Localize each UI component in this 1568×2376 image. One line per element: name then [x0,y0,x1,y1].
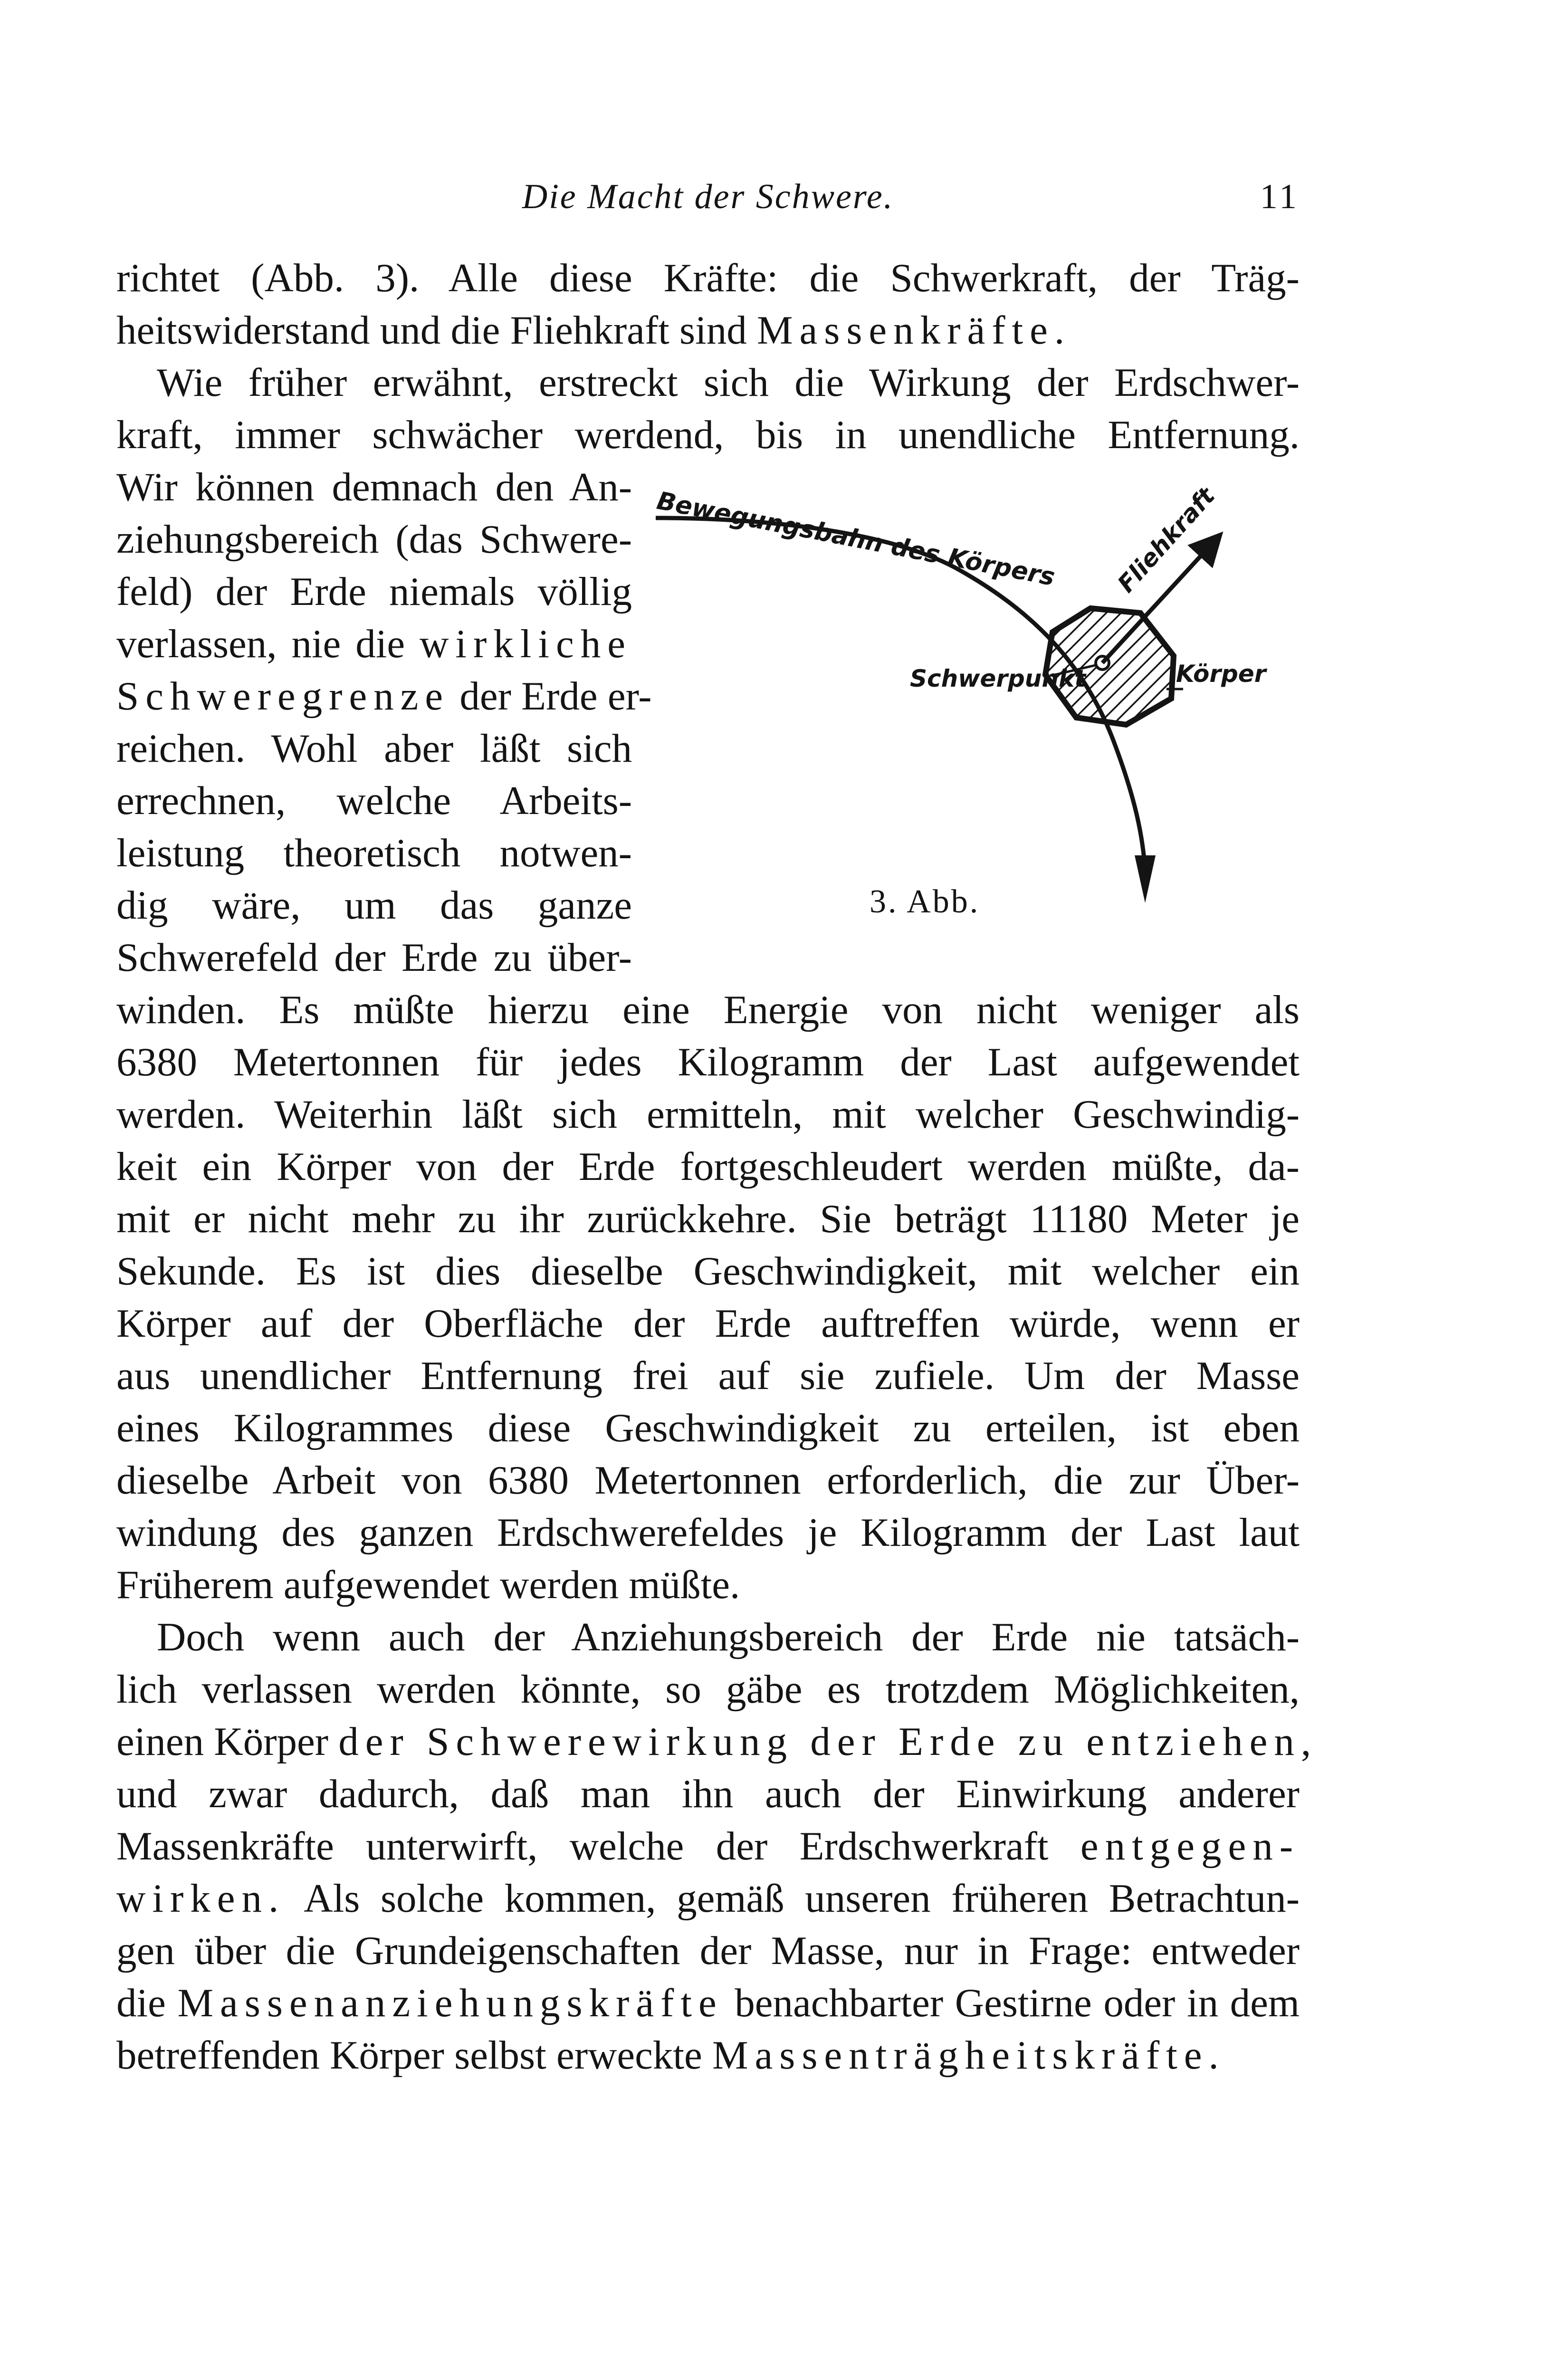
text-span: Massenkräfte unterwirft, welche der Erdschwerkraft [116,1824,1080,1868]
spaced-term: entgegen- [1080,1824,1300,1868]
text-line: eines Kilogrammes diese Geschwindigkeit zu erteilen, ist eben [116,1406,1300,1450]
figure-3-diagram [646,466,1311,941]
centrifugal-force-label: Fliehkraft [1112,482,1221,598]
text-line: Körper auf der Oberfläche der Erde auftreffen würde, wenn er [116,1301,1300,1346]
text-line: Wir können demnach den An- [116,465,632,509]
center-of-mass-label: Schwerpunkt [910,665,1086,692]
figure-3 [646,466,1311,941]
text-span: der Erde er- [449,674,652,719]
text-line: reichen. Wohl aber läßt sich [116,726,632,771]
figure-caption: 3. Abb. [870,883,980,920]
text-span: benachbarter Gestirne oder in dem [723,1981,1300,2025]
spaced-term: Massenanziehungskräfte [177,1981,723,2025]
text-span: heitswiderstand und die Fliehkraft sind [116,308,757,353]
trajectory-label: Bewegungsbahn des Körpers [654,486,1057,592]
page-header [116,177,1300,220]
text-line: keit ein Körper von der Erde fortgeschleudert werden müßte, da- [116,1144,1300,1189]
text-line [116,1715,1318,1768]
text-line: aus unendlicher Entfernung frei auf sie zufiele. Um der Masse [116,1353,1300,1398]
text-span: Als solche kommen, gemäß unseren früheren Betrachtun- [285,1876,1300,1921]
text-line: dig wäre, um das ganze [116,883,632,928]
spaced-term: wirken. [116,1876,286,1921]
text-line: Wie früher erwähnt, erstreckt sich die Wirkung der Erdschwer- [157,360,1300,405]
downward-arrow [1135,855,1156,903]
text-line [116,2029,1300,2081]
text-span: einen Körper [116,1719,339,1764]
spaced-term: wirkliche [420,622,632,666]
text-line: Schwerefeld der Erde zu über- [116,935,632,980]
text-line [116,1820,1300,1872]
page-number: 11 [1260,177,1300,216]
spaced-term: Massenkräfte. [756,308,1071,353]
spaced-term: Massenträgheitskräfte. [712,2033,1225,2078]
text-line: kraft, immer schwächer werdend, bis in unendliche Entfernung. [116,412,1300,457]
text-line: winden. Es müßte hierzu eine Energie von nicht weniger als [116,987,1300,1032]
text-line: ziehungsbereich (das Schwere- [116,517,632,562]
text-line [116,304,1300,356]
text-line: werden. Weiterhin läßt sich ermitteln, mit welcher Geschwindig- [116,1092,1300,1137]
text-line: und zwar dadurch, daß man ihn auch der Einwirkung anderer [116,1772,1300,1816]
text-line: leistung theoretisch notwen- [116,831,632,875]
text-line [116,670,652,722]
text-line: Doch wenn auch der Anziehungsbereich der Erde nie tatsäch- [157,1615,1300,1659]
text-line: 6380 Metertonnen für jedes Kilogramm der Last aufgewendet [116,1040,1300,1084]
text-span: betreffenden Körper selbst erweckte [116,2033,712,2078]
text-line: mit er nicht mehr zu ihr zurückkehre. Sie beträgt 11180 Meter je [116,1197,1300,1241]
text-line: lich verlassen werden könnte, so gäbe es trotzdem Möglichkeiten, [116,1667,1300,1712]
text-line: windung des ganzen Erdschwerefeldes je Kilogramm der Last laut [116,1510,1300,1555]
text-line [116,1977,1300,2029]
text-line: Sekunde. Es ist dies dieselbe Geschwindigkeit, mit welcher ein [116,1249,1300,1293]
text-line: dieselbe Arbeit von 6380 Metertonnen erforderlich, die zur Über- [116,1458,1300,1503]
text-span: verlassen, nie die [116,622,420,666]
text-line: Früherem aufgewendet werden müßte. [116,1562,740,1607]
spaced-term: der Schwerewirkung der Erde zu entziehen, [338,1719,1318,1764]
spaced-term: Schweregrenze [116,674,450,719]
text-line [116,1872,1300,1925]
text-line: gen über die Grundeigenschaften der Masse, nur in Frage: entweder [116,1928,1300,1973]
text-line [116,618,632,670]
body-label: Körper [1176,660,1266,688]
text-line: richtet (Abb. 3). Alle diese Kräfte: die Schwerkraft, der Träg- [116,256,1300,300]
running-title: Die Macht der Schwere. [522,177,894,216]
text-line: errechnen, welche Arbeits- [116,778,632,823]
text-line: feld) der Erde niemals völlig [116,569,632,614]
text-span: die [116,1981,178,2025]
